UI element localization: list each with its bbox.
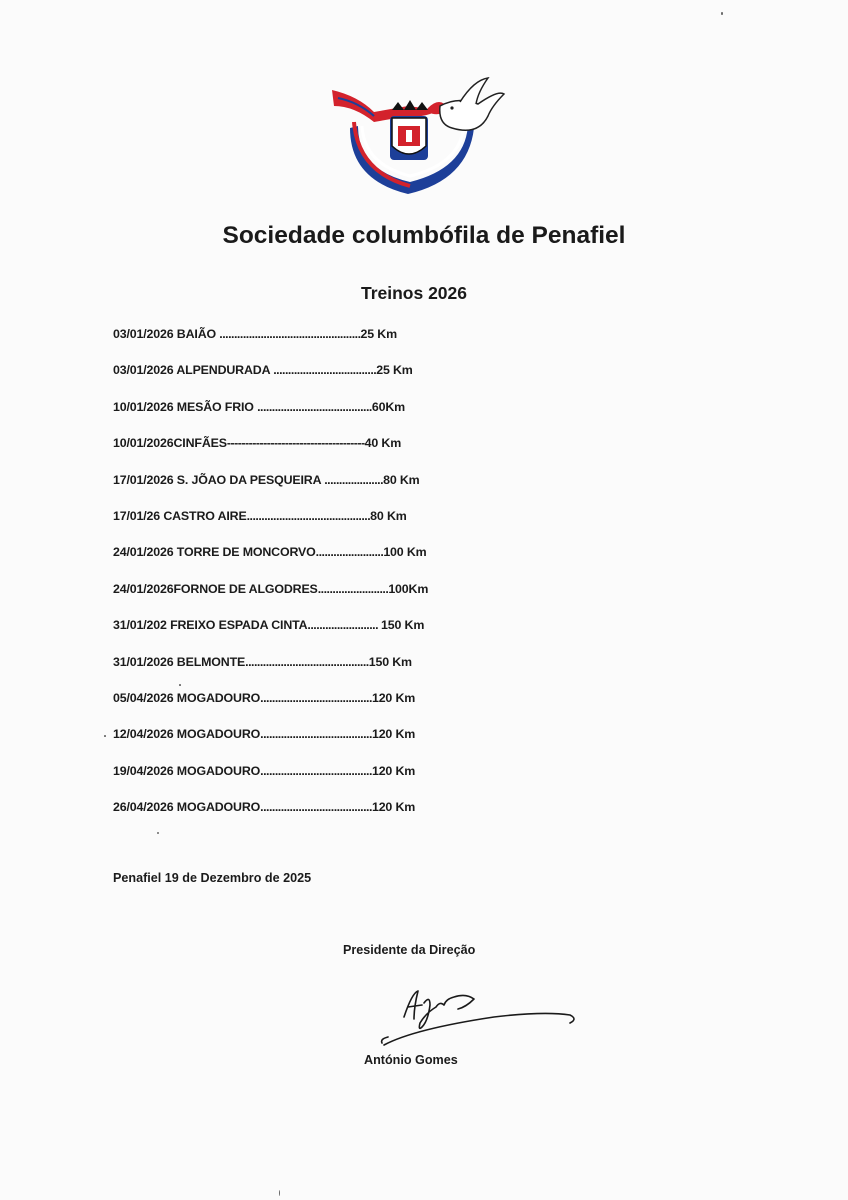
training-row bbox=[113, 654, 533, 690]
handwritten-signature bbox=[374, 983, 584, 1053]
training-text: 12/04/2026 MOGADOURO bbox=[113, 727, 261, 742]
training-row bbox=[113, 435, 533, 471]
training-row bbox=[113, 581, 533, 617]
dot-leader: ...................................... bbox=[260, 690, 372, 705]
training-text: 31/01/202 FREIXO ESPADA CINTA bbox=[113, 618, 308, 633]
training-row bbox=[113, 399, 533, 435]
training-distance: 120 Km bbox=[371, 800, 416, 815]
training-row bbox=[113, 326, 533, 362]
dot-leader: ........................ bbox=[307, 618, 381, 633]
training-text: 10/01/2026 MESÃO FRIO bbox=[113, 399, 258, 414]
training-row bbox=[113, 472, 533, 508]
training-row bbox=[113, 544, 533, 580]
dot-leader: .................... bbox=[324, 472, 384, 487]
training-row bbox=[113, 617, 533, 653]
signer-role: Presidente da Direção bbox=[343, 943, 476, 957]
dot-leader: .......................................... bbox=[246, 508, 371, 523]
training-row bbox=[113, 508, 533, 544]
training-text: 24/01/2026FORNOE DE ALGODRES bbox=[113, 581, 318, 596]
scan-speck bbox=[721, 12, 723, 15]
training-text: 31/01/2026 BELMONTE bbox=[113, 654, 246, 669]
training-distance: 80 Km bbox=[370, 508, 407, 523]
dot-leader: ................................................ bbox=[219, 327, 361, 341]
training-distance: 60Km bbox=[371, 399, 405, 414]
training-text: 17/01/26 CASTRO AIRE bbox=[113, 508, 247, 523]
document-subtitle: Treinos 2026 bbox=[360, 283, 468, 303]
training-text: 10/01/2026CINFÃES bbox=[113, 436, 227, 451]
training-row bbox=[113, 763, 533, 799]
dot-leader: ................................... bbox=[273, 363, 377, 378]
dot-leader: ....................................... bbox=[257, 399, 372, 414]
training-text: 03/01/2026 BAIÃO bbox=[113, 327, 220, 341]
training-text: 26/04/2026 MOGADOURO bbox=[113, 800, 261, 815]
training-distance: 120 Km bbox=[371, 690, 416, 705]
dot-leader: ...................................... bbox=[260, 763, 372, 778]
training-distance: 40 Km bbox=[364, 436, 402, 451]
training-distance: 120 Km bbox=[371, 727, 416, 742]
scan-speck bbox=[157, 832, 159, 834]
dash-leader: -------------------------------------- bbox=[226, 436, 365, 451]
dot-leader: ........................ bbox=[317, 581, 389, 596]
training-row bbox=[113, 362, 533, 398]
training-distance: 120 Km bbox=[371, 763, 416, 778]
training-text: 17/01/2026 S. JÕAO DA PESQUEIRA bbox=[113, 472, 325, 487]
dot-leader: ...................................... bbox=[260, 727, 372, 742]
training-distance: 150 Km bbox=[368, 654, 412, 669]
training-distance: 100Km bbox=[388, 581, 429, 596]
training-distance: 25 Km bbox=[360, 327, 397, 341]
training-text: 05/04/2026 MOGADOURO bbox=[113, 690, 261, 705]
club-crest-logo bbox=[328, 76, 506, 200]
training-row bbox=[113, 799, 533, 835]
training-row bbox=[113, 690, 533, 726]
training-text: 19/04/2026 MOGADOURO bbox=[113, 763, 261, 778]
training-distance: 150 Km bbox=[381, 618, 425, 633]
signer-name: António Gomes bbox=[364, 1053, 458, 1067]
scan-speck bbox=[104, 735, 106, 737]
training-distance: 25 Km bbox=[376, 363, 413, 378]
document-title: Sociedade columbófila de Penafiel bbox=[222, 222, 626, 249]
place-and-date: Penafiel 19 de Dezembro de 2025 bbox=[113, 871, 312, 885]
dot-leader: ...................................... bbox=[260, 800, 372, 815]
training-text: 03/01/2026 ALPENDURADA bbox=[113, 363, 274, 378]
scan-speck bbox=[179, 684, 181, 686]
dot-leader: .......................................... bbox=[245, 654, 369, 669]
training-text: 24/01/2026 TORRE DE MONCORVO bbox=[113, 545, 316, 560]
training-distance: 100 Km bbox=[383, 545, 427, 560]
dot-leader: ....................... bbox=[315, 545, 384, 560]
training-list bbox=[113, 326, 533, 835]
training-row bbox=[113, 726, 533, 762]
training-distance: 80 Km bbox=[383, 472, 420, 487]
scan-speck bbox=[279, 1190, 280, 1196]
